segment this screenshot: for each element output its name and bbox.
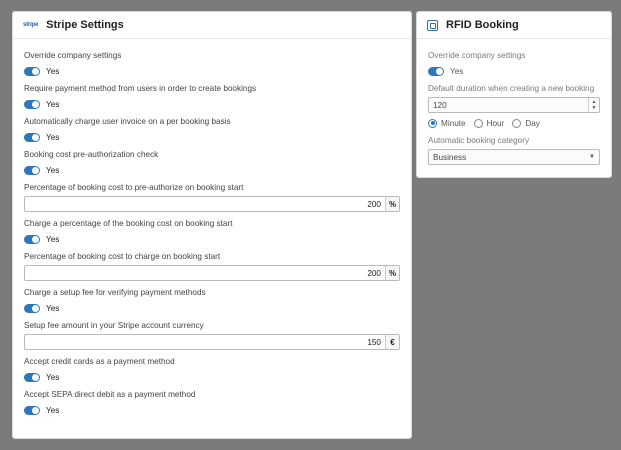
toggle-label: Yes	[46, 234, 60, 244]
pre-authorize-percentage-field	[24, 183, 400, 212]
radio-button[interactable]	[512, 119, 521, 128]
euro-addon: €	[385, 335, 399, 349]
field-label: Accept SEPA direct debit as a payment method	[24, 390, 196, 399]
stripe-settings-body	[13, 39, 411, 416]
toggle-switch[interactable]	[24, 406, 40, 415]
input-value[interactable]: 200	[367, 268, 381, 278]
toggle-label: Yes	[46, 66, 60, 76]
field-label: Automatically charge user invoice on a per booking basis	[24, 117, 231, 126]
default-duration-input[interactable]	[428, 97, 600, 113]
setup-fee-amount-field	[24, 321, 400, 350]
accept-sepa-field	[24, 390, 400, 416]
radio-minute[interactable]	[428, 119, 466, 128]
radio-label: Hour	[486, 118, 505, 128]
field-label: Automatic booking category	[428, 136, 530, 145]
pre-authorize-percentage-input[interactable]	[24, 196, 400, 212]
rfid-card-icon	[427, 20, 438, 31]
field-label: Charge a percentage of the booking cost on booking start	[24, 219, 233, 228]
radio-button[interactable]	[428, 119, 437, 128]
booking-category-field	[428, 136, 600, 165]
setup-fee-field	[24, 288, 400, 314]
auto-charge-invoice-field	[24, 117, 400, 143]
stripe-settings-title: Stripe Settings	[46, 19, 124, 31]
percent-addon: %	[385, 197, 399, 211]
percent-addon: %	[385, 266, 399, 280]
toggle-label: Yes	[46, 99, 60, 109]
chevron-up-icon[interactable]: ▲	[591, 99, 597, 105]
toggle-label: Yes	[450, 66, 464, 76]
field-label: Default duration when creating a new booking	[428, 84, 595, 93]
toggle-label: Yes	[46, 132, 60, 142]
toggle-label: Yes	[46, 303, 60, 313]
stripe-settings-header	[13, 12, 411, 39]
duration-unit-radio-group	[428, 117, 600, 129]
rfid-booking-body	[417, 39, 611, 165]
pre-authorization-check-field	[24, 150, 400, 176]
require-payment-method-field	[24, 84, 400, 110]
toggle-switch[interactable]	[24, 133, 40, 142]
input-value[interactable]: 150	[367, 337, 381, 347]
select-value: Business	[433, 152, 467, 162]
field-label: Override company settings	[428, 51, 526, 60]
toggle-switch[interactable]	[24, 67, 40, 76]
toggle-switch[interactable]	[24, 304, 40, 313]
radio-day[interactable]	[512, 119, 540, 128]
accept-credit-cards-toggle-row[interactable]	[24, 371, 400, 383]
pre-authorization-check-toggle-row[interactable]	[24, 164, 400, 176]
field-label: Percentage of booking cost to charge on booking start	[24, 252, 221, 261]
number-spinner[interactable]	[588, 98, 599, 112]
default-duration-field	[428, 84, 600, 129]
override-company-settings-toggle-row[interactable]	[24, 65, 400, 77]
radio-label: Minute	[441, 118, 466, 128]
accept-credit-cards-field	[24, 357, 400, 383]
stripe-settings-card	[12, 11, 412, 439]
charge-percentage-field	[24, 219, 400, 245]
setup-fee-amount-input[interactable]	[24, 334, 400, 350]
radio-hour[interactable]	[474, 119, 505, 128]
chevron-down-icon[interactable]: ▼	[591, 105, 597, 111]
charge-percentage-toggle-row[interactable]	[24, 233, 400, 245]
charge-percentage-input[interactable]	[24, 265, 400, 281]
stripe-logo: stripe	[23, 22, 39, 28]
toggle-label: Yes	[46, 165, 60, 175]
rfid-override-field	[428, 51, 600, 77]
override-company-settings-field	[24, 51, 400, 77]
require-payment-method-toggle-row[interactable]	[24, 98, 400, 110]
rfid-booking-header	[417, 12, 611, 39]
field-label: Setup fee amount in your Stripe account currency	[24, 321, 204, 330]
input-value[interactable]: 200	[367, 199, 381, 209]
toggle-switch[interactable]	[24, 100, 40, 109]
input-value[interactable]: 120	[433, 100, 447, 110]
radio-button[interactable]	[474, 119, 483, 128]
booking-category-select[interactable]	[428, 149, 600, 165]
auto-charge-invoice-toggle-row[interactable]	[24, 131, 400, 143]
rfid-booking-card	[416, 11, 612, 178]
rfid-override-toggle-row[interactable]	[428, 65, 600, 77]
field-label: Override company settings	[24, 51, 122, 60]
caret-down-icon[interactable]: ▼	[589, 154, 595, 160]
toggle-switch[interactable]	[428, 67, 444, 76]
rfid-booking-title: RFID Booking	[446, 19, 519, 31]
field-label: Percentage of booking cost to pre-authorize on booking start	[24, 183, 244, 192]
field-label: Booking cost pre-authorization check	[24, 150, 159, 159]
toggle-label: Yes	[46, 405, 60, 415]
radio-label: Day	[525, 118, 540, 128]
setup-fee-toggle-row[interactable]	[24, 302, 400, 314]
field-label: Accept credit cards as a payment method	[24, 357, 175, 366]
field-label: Charge a setup fee for verifying payment methods	[24, 288, 206, 297]
toggle-switch[interactable]	[24, 235, 40, 244]
toggle-switch[interactable]	[24, 166, 40, 175]
accept-sepa-toggle-row[interactable]	[24, 404, 400, 416]
toggle-label: Yes	[46, 372, 60, 382]
charge-percentage-amount-field	[24, 252, 400, 281]
field-label: Require payment method from users in order to create bookings	[24, 84, 257, 93]
toggle-switch[interactable]	[24, 373, 40, 382]
